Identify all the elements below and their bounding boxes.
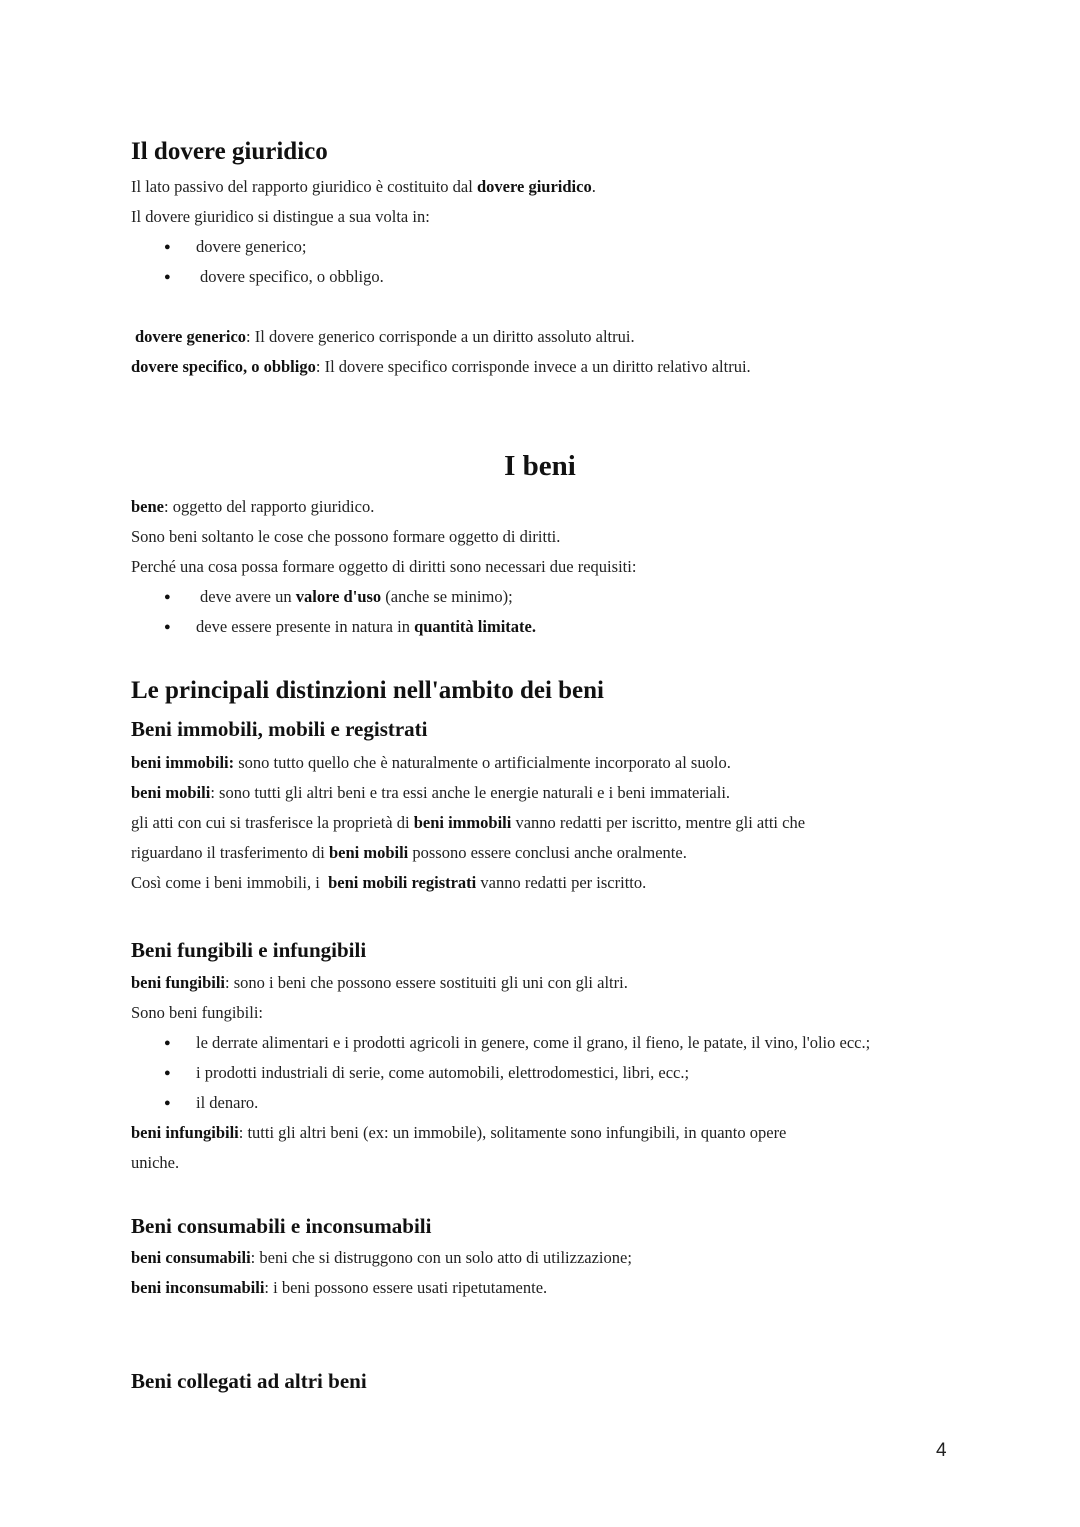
text: riguardano il trasferimento di [131, 843, 329, 862]
definition [131, 1278, 547, 1298]
text: : Il dovere specifico corrisponde invece a un diritto relativo altrui. [315, 357, 751, 376]
bold-term: dovere generico [135, 327, 247, 346]
definition [131, 1123, 786, 1143]
text: : i beni possono essere usati ripetutamente. [264, 1278, 548, 1297]
text: . [591, 177, 596, 196]
bullet-icon: ● [164, 271, 171, 283]
definition [131, 973, 628, 993]
heading-beni-immobili: Beni immobili, mobili e registrati [131, 717, 428, 741]
paragraph: Sono beni fungibili: [131, 1003, 263, 1022]
bullet-icon: ● [164, 1037, 171, 1049]
bullet-icon: ● [164, 591, 171, 603]
bold-term: bene [131, 497, 164, 516]
text: : Il dovere generico corrisponde a un diritto assoluto altrui. [246, 327, 635, 346]
definition [131, 357, 751, 377]
paragraph: Sono beni soltanto le cose che possono formare oggetto di diritti. [131, 527, 561, 546]
text: gli atti con cui si trasferisce la proprietà di [131, 813, 414, 832]
paragraph [131, 177, 596, 197]
bold-term: beni mobili [328, 843, 409, 862]
text: vanno redatti per iscritto. [476, 873, 647, 892]
heading-dovere-giuridico: Il dovere giuridico [131, 138, 328, 165]
text: Così come i beni immobili, i [131, 873, 329, 892]
bold-term: beni consumabili [131, 1248, 251, 1267]
list-item: dovere generico; [196, 237, 307, 256]
text: possono essere conclusi anche oralmente. [408, 843, 687, 862]
paragraph [131, 813, 805, 833]
heading-i-beni: I beni [504, 450, 576, 482]
bullet-icon: ● [164, 241, 171, 253]
list-item: le derrate alimentari e i prodotti agricoli in genere, come il grano, il fieno, le patate, il vino, l'olio ecc.; [196, 1033, 871, 1052]
list-item: il denaro. [196, 1093, 259, 1112]
bold-term: beni mobili registrati [328, 873, 477, 892]
bold-term: quantità limitate. [414, 617, 536, 636]
definition [131, 783, 730, 803]
paragraph: Perché una cosa possa formare oggetto di diritti sono necessari due requisiti: [131, 557, 637, 576]
paragraph [131, 873, 646, 893]
heading-beni-consumabili: Beni consumabili e inconsumabili [131, 1214, 432, 1238]
bold-term: beni mobili [131, 783, 211, 802]
text: : tutti gli altri beni (ex: un immobile), solitamente sono infungibili, in quanto opere [238, 1123, 787, 1142]
text: : beni che si distruggono con un solo atto di utilizzazione; [250, 1248, 632, 1267]
bullet-icon: ● [164, 1067, 171, 1079]
text: Il lato passivo del rapporto giuridico è costituito dal [131, 177, 477, 196]
bold-term: beni infungibili [131, 1123, 239, 1142]
bold-term: beni immobili: [131, 753, 235, 772]
bold-term: beni inconsumabili [131, 1278, 265, 1297]
heading-distinzioni: Le principali distinzioni nell'ambito dei beni [131, 677, 604, 704]
definition [131, 753, 731, 773]
list-item: i prodotti industriali di serie, come automobili, elettrodomestici, libri, ecc.; [196, 1063, 690, 1082]
text: : oggetto del rapporto giuridico. [164, 497, 375, 516]
page-number: 4 [936, 1440, 947, 1461]
bullet-icon: ● [164, 1097, 171, 1109]
list-item [196, 617, 536, 637]
list-item: dovere specifico, o obbligo. [200, 267, 384, 286]
definition [135, 327, 635, 347]
text: deve essere presente in natura in [196, 617, 415, 636]
bullet-icon: ● [164, 621, 171, 633]
text: vanno redatti per iscritto, mentre gli atti che [511, 813, 806, 832]
list-item [200, 587, 513, 607]
bold-term: valore d'uso [295, 587, 382, 606]
bold-term: beni immobili [413, 813, 512, 832]
text: : sono tutti gli altri beni e tra essi anche le energie naturali e i beni immateriali. [210, 783, 731, 802]
definition [131, 497, 374, 517]
bold-term: dovere specifico, o obbligo [131, 357, 316, 376]
paragraph [131, 843, 687, 863]
heading-beni-fungibili: Beni fungibili e infungibili [131, 938, 367, 962]
bold-term: beni fungibili [131, 973, 225, 992]
bold-term: dovere giuridico [476, 177, 592, 196]
heading-beni-collegati: Beni collegati ad altri beni [131, 1369, 367, 1393]
definition [131, 1248, 632, 1268]
text: deve avere un [200, 587, 296, 606]
text: (anche se minimo); [381, 587, 513, 606]
paragraph: Il dovere giuridico si distingue a sua volta in: [131, 207, 430, 226]
paragraph: uniche. [131, 1153, 180, 1172]
text: sono tutto quello che è naturalmente o artificialmente incorporato al suolo. [234, 753, 731, 772]
text: : sono i beni che possono essere sostituiti gli uni con gli altri. [225, 973, 628, 992]
